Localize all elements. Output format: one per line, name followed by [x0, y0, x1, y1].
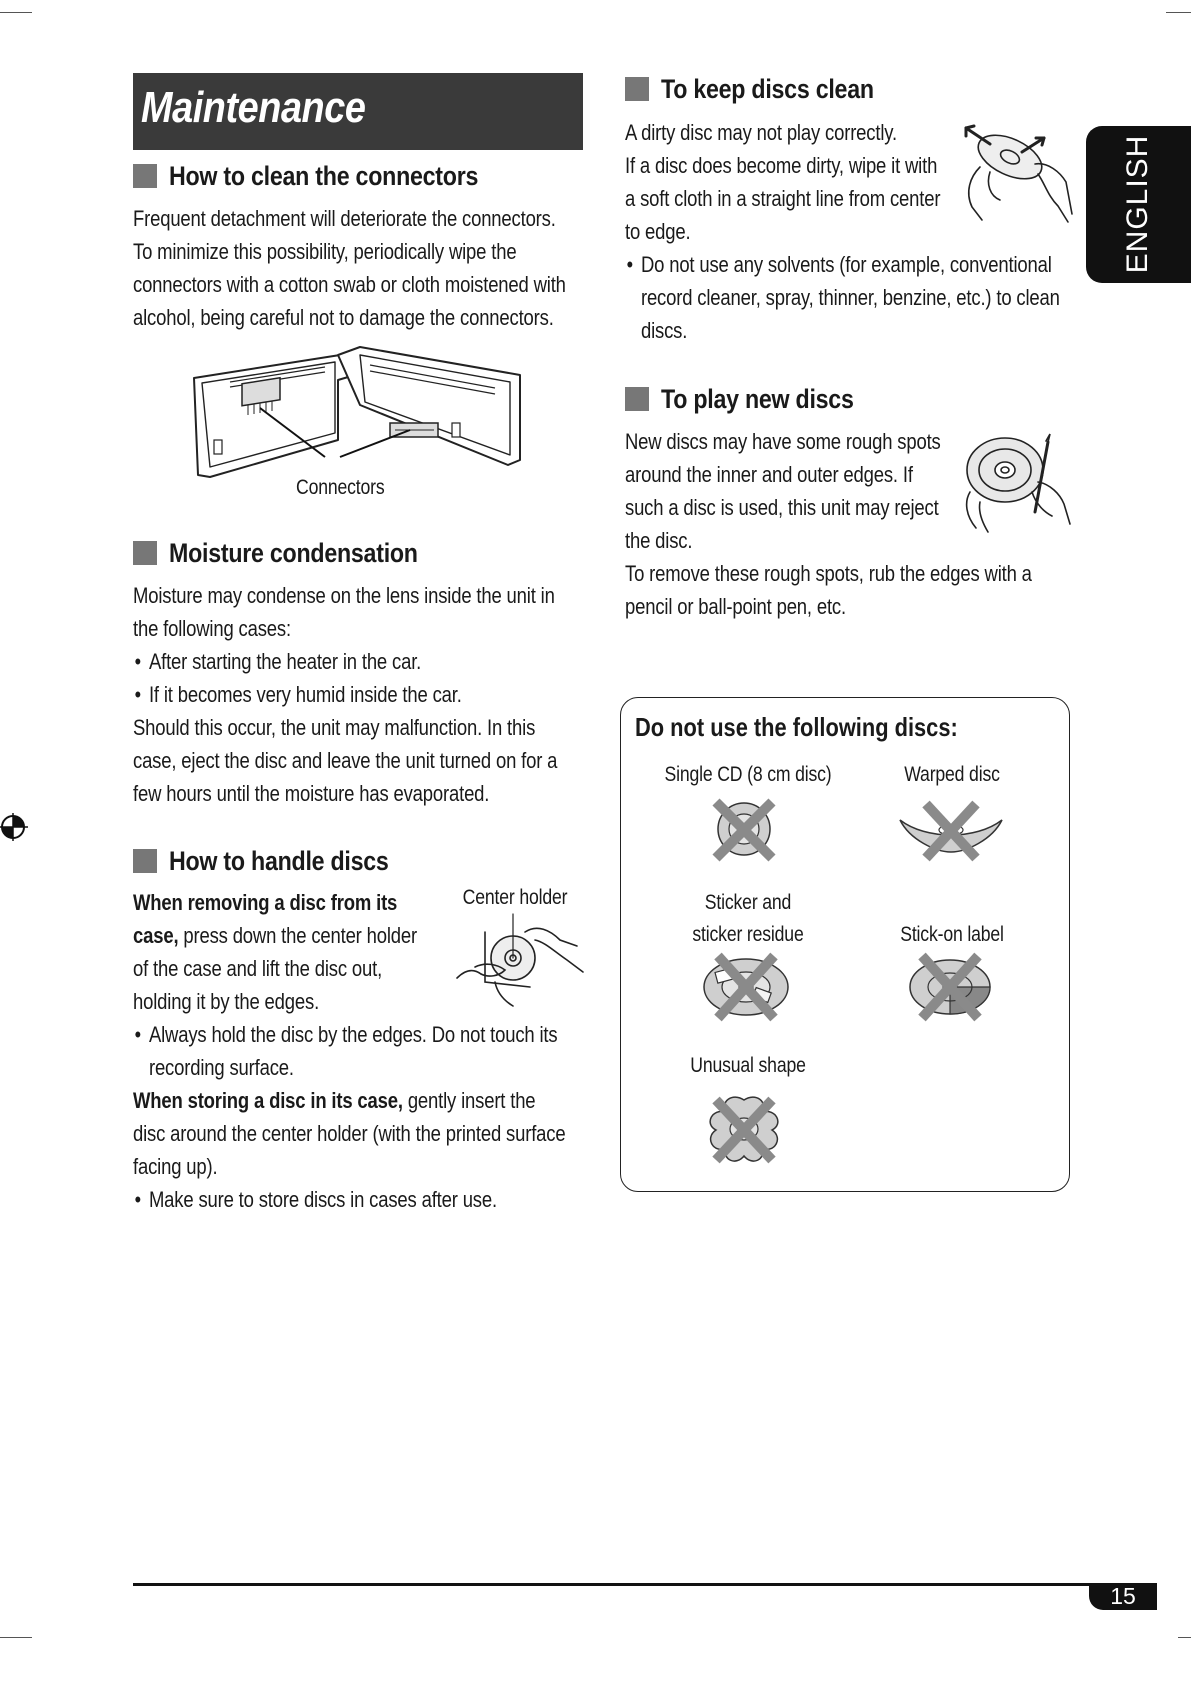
sticker-label-line2: sticker residue [692, 923, 804, 946]
text-line: To minimize this possibility, periodically wipe the [133, 239, 517, 264]
page-title: Maintenance [141, 83, 366, 132]
text-line: the following cases: [133, 616, 291, 641]
heading-text: To keep discs clean [661, 73, 874, 104]
text-line: To remove these rough spots, rub the edges with a [625, 561, 1032, 586]
text-line: a soft cloth in a straight line from center [625, 186, 941, 211]
language-tab-label: ENGLISH [1121, 134, 1154, 274]
bullet-item: • Always hold the disc by the edges. Do not touch its [133, 1018, 565, 1051]
section-heading-moisture [133, 535, 458, 571]
section-heading-handle [133, 843, 424, 879]
page-number-badge [1089, 1584, 1157, 1610]
text-line: disc around the center holder (with the printed surface [133, 1121, 566, 1146]
center-holder-label: Center holder [462, 886, 568, 909]
bullet-continuation: discs. [640, 318, 688, 343]
section-heading-keep-clean [625, 71, 908, 107]
warped-disc-label: Warped disc [904, 763, 1000, 786]
disc-with-pencil-illustration [960, 432, 1080, 537]
warped-disc-crossed-icon [896, 800, 1006, 860]
faceplate-connectors-illustration [190, 345, 520, 480]
single-cd-crossed-icon [708, 798, 778, 862]
moisture-body [133, 579, 557, 810]
sticker-label-line1: Sticker and [704, 891, 792, 914]
heading-square-icon [625, 387, 649, 411]
connectors-label: Connectors [296, 476, 385, 499]
stick-on-label-disc-crossed-icon [902, 952, 998, 1022]
bullet-item: • If it becomes very humid inside the car. [133, 678, 557, 711]
heading-text: How to clean the connectors [169, 160, 479, 191]
page-number: 15 [1110, 1583, 1136, 1609]
registration-mark-icon [0, 813, 28, 841]
text-line: connectors with a cotton swab or cloth moistened with [133, 272, 566, 297]
text-line: the disc. [625, 528, 693, 553]
language-tab [1086, 126, 1191, 283]
wiping-disc-illustration [960, 122, 1075, 232]
text-line: Should this occur, the unit may malfunction. In this [133, 715, 536, 740]
text-line: to edge. [625, 219, 691, 244]
page-title-bar [133, 73, 583, 150]
text-line: few hours until the moisture has evaporated. [133, 781, 490, 806]
text-line: New discs may have some rough spots [625, 429, 941, 454]
unusual-shape-label: Unusual shape [690, 1054, 806, 1077]
bold-lead: case, [133, 923, 179, 948]
crop-mark [1178, 1637, 1191, 1638]
heading-square-icon [133, 164, 157, 188]
crop-mark [1166, 12, 1191, 13]
text-line: facing up). [133, 1154, 218, 1179]
text-line: Moisture may condense on the lens inside the unit in [133, 583, 555, 608]
section-heading-connectors [133, 158, 528, 194]
bullet-continuation: record cleaner, spray, thinner, benzine, etc.) to clean [640, 285, 1060, 310]
unusual-shape-disc-crossed-icon [706, 1094, 782, 1164]
crop-mark [0, 1637, 32, 1638]
footer-rule [133, 1583, 1157, 1586]
stick-on-label-label: Stick-on label [900, 923, 1004, 946]
text-line: alcohol, being careful not to damage the connectors. [133, 305, 554, 330]
crop-mark [0, 12, 32, 13]
sticker-disc-crossed-icon [698, 952, 794, 1022]
bullet-item: • After starting the heater in the car. [133, 645, 557, 678]
bullet-continuation: recording surface. [148, 1055, 294, 1080]
bold-lead: When removing a disc from its [133, 890, 398, 915]
heading-square-icon [133, 849, 157, 873]
bullet-item: • Do not use any solvents (for example, conventional [625, 248, 1060, 281]
text-line: case, eject the disc and leave the unit turned on for a [133, 748, 558, 773]
text-line: If a disc does become dirty, wipe it with [625, 153, 938, 178]
bullet-item: • Make sure to store discs in cases after use. [133, 1183, 565, 1216]
text-line: of the case and lift the disc out, [133, 956, 383, 981]
heading-text: How to handle discs [169, 845, 389, 876]
connectors-body [133, 202, 566, 334]
text-line: such a disc is used, this unit may reject [625, 495, 939, 520]
hand-removing-disc-illustration [455, 912, 585, 1007]
text-line: holding it by the edges. [133, 989, 320, 1014]
bold-lead: When storing a disc in its case, [133, 1088, 403, 1113]
text-line: A dirty disc may not play correctly. [625, 120, 897, 145]
box-title: Do not use the following discs: [635, 712, 958, 742]
text-line: around the inner and outer edges. If [625, 462, 913, 487]
text-line: Frequent detachment will deteriorate the connectors. [133, 206, 556, 231]
heading-text: To play new discs [661, 383, 854, 414]
single-cd-label: Single CD (8 cm disc) [664, 763, 832, 786]
text-line: pencil or ball-point pen, etc. [625, 594, 846, 619]
section-heading-new-discs [625, 381, 885, 417]
heading-square-icon [133, 541, 157, 565]
heading-text: Moisture condensation [169, 537, 418, 568]
text-run: gently insert the [402, 1088, 536, 1113]
text-run: press down the center holder [178, 923, 418, 948]
heading-square-icon [625, 77, 649, 101]
